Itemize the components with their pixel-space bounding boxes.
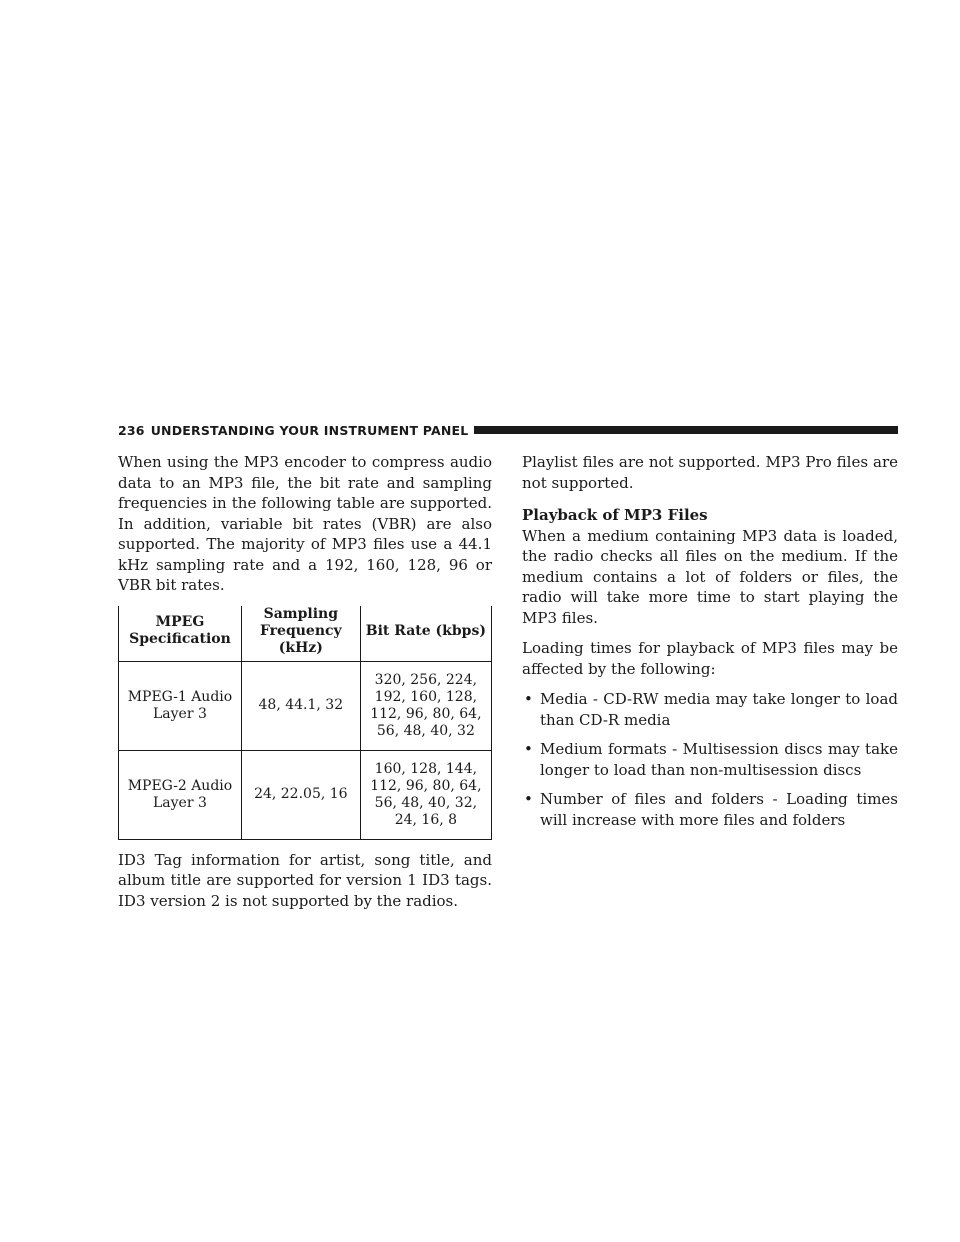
table-row: [119, 661, 492, 750]
page-number: 236: [118, 422, 145, 438]
list-item-text: Medium formats - Multisession discs may take longer to load than non-multisession discs: [540, 740, 898, 779]
list-item: [522, 789, 898, 830]
table-cell-bitrate: 320, 256, 224, 192, 160, 128, 112, 96, 80, 64, 56, 48, 40, 32: [360, 661, 491, 750]
table-header-mpeg-spec: MPEG Specification: [119, 606, 242, 662]
table-header-bit-rate: Bit Rate (kbps): [360, 606, 491, 662]
table-row: [119, 750, 492, 839]
list-item-text: Number of files and folders - Loading times will increase with more files and folders: [540, 790, 898, 829]
table-cell-spec: MPEG-1 Audio Layer 3: [119, 661, 242, 750]
table-cell-spec: MPEG-2 Audio Layer 3: [119, 750, 242, 839]
list-item-text: Media - CD-RW media may take longer to load than CD-R media: [540, 690, 898, 729]
loading-times-paragraph: Loading times for playback of MP3 files may be affected by the following:: [522, 639, 898, 678]
playback-paragraph: When a medium containing MP3 data is loaded, the radio checks all files on the medium. If the medium contains a lot of folders or files, the radio will take more time to start playing the MP3 files.: [522, 526, 898, 627]
left-column: [118, 452, 492, 921]
bullet-icon: •: [524, 790, 533, 808]
bullet-icon: •: [524, 740, 533, 758]
page-header: [118, 421, 898, 439]
table-header-sampling-frequency: Sampling Frequency (kHz): [241, 606, 360, 662]
section-title: UNDERSTANDING YOUR INSTRUMENT PANEL: [150, 422, 469, 438]
table-header-row: [119, 606, 492, 662]
mp3-spec-table: [118, 606, 492, 840]
list-item: [522, 739, 898, 780]
playlist-paragraph: Playlist files are not supported. MP3 Pro files are not supported.: [522, 453, 898, 492]
table-cell-frequency: 48, 44.1, 32: [241, 661, 360, 750]
header-rule: [474, 426, 898, 434]
loading-factors-list: [522, 689, 898, 830]
playback-heading: Playback of MP3 Files: [522, 506, 708, 524]
right-column: [522, 452, 898, 839]
mp3-encoder-paragraph: When using the MP3 encoder to compress audio data to an MP3 file, the bit rate and sampling frequencies in the following table are supported. In addition, variable bit rates (VBR) are also supported. The majority of MP3 files use a 44.1 kHz sampling rate and a 192, 160, 128, 96 or VBR bit rates.: [118, 453, 492, 594]
id3-paragraph: ID3 Tag information for artist, song title, and album title are supported for version 1 ID3 tags. ID3 version 2 is not supported by the radios.: [118, 850, 492, 910]
list-item: [522, 689, 898, 730]
bullet-icon: •: [524, 690, 533, 708]
table-cell-frequency: 24, 22.05, 16: [241, 750, 360, 839]
table-cell-bitrate: 160, 128, 144, 112, 96, 80, 64, 56, 48, 40, 32, 24, 16, 8: [360, 750, 491, 839]
